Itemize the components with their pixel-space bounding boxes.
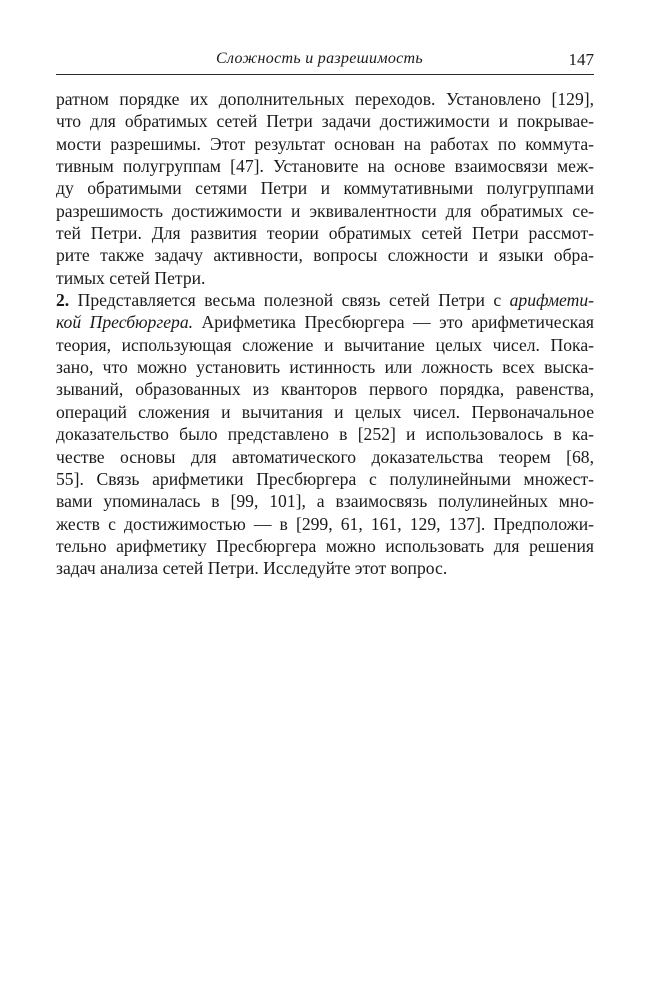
italic-term: кой Пресбюргера. bbox=[56, 312, 194, 333]
page-body bbox=[56, 88, 594, 580]
text-line: тельно арифметику Пресбюргера можно использовать для решения bbox=[56, 535, 594, 556]
item-presburger-arithmetic bbox=[56, 289, 594, 579]
text-line: зываний, образованных из кванторов первого порядка, равенства, bbox=[56, 379, 594, 400]
page-number: 147 bbox=[568, 50, 594, 69]
text-line: вами упоминалась в [99, 101], а взаимосвязь полулинейных мно- bbox=[56, 491, 594, 512]
text-line: жеств с достижимостью — в [299, 61, 161, 129, 137]. Предположи- bbox=[56, 513, 594, 534]
item-text: Арифметика Пресбюргера — это арифметическая bbox=[193, 312, 594, 333]
text-line: 55]. Связь арифметики Пресбюргера с полулинейными множест- bbox=[56, 468, 594, 489]
text-line: задач анализа сетей Петри. Исследуйте этот вопрос. bbox=[56, 558, 448, 579]
text-line: тивным полугруппам [47]. Установите на основе взаимосвязи меж- bbox=[56, 156, 594, 177]
text-line: мости разрешимы. Этот результат основан на работах по коммута- bbox=[56, 133, 594, 154]
text-line: зано, что можно установить истинность или ложность всех выска- bbox=[56, 357, 594, 378]
text-line bbox=[56, 311, 594, 333]
text-line: тимых сетей Петри. bbox=[56, 267, 206, 288]
text-line: разрешимость достижимости и эквивалентности для обратимых се- bbox=[56, 200, 594, 221]
item-number: 2. bbox=[56, 290, 70, 311]
text-line: честве основы для автоматического доказательства теорем [68, bbox=[56, 446, 594, 467]
running-title: Сложность и разрешимость bbox=[216, 50, 423, 67]
text-line: операций сложения и вычитания и целых чисел. Первоначальное bbox=[56, 401, 594, 422]
text-line: доказательство было представлено в [252] и использовалось в ка- bbox=[56, 424, 594, 445]
paragraph-reversible-nets bbox=[56, 88, 594, 289]
italic-term: арифмети- bbox=[509, 290, 594, 311]
text-line: рите также задачу активности, вопросы сложности и языки обра- bbox=[56, 245, 594, 266]
text-line: тей Петри. Для развития теории обратимых сетей Петри рассмот- bbox=[56, 223, 594, 244]
text-line: теория, использующая сложение и вычитание целых чисел. Пока- bbox=[56, 334, 594, 355]
text-line: что для обратимых сетей Петри задачи достижимости и покрывае- bbox=[56, 111, 594, 132]
text-line: ду обратимыми сетями Петри и коммутативными полугруппами bbox=[56, 178, 594, 199]
text-line: ратном порядке их дополнительных переходов. Установлено [129], bbox=[56, 89, 594, 109]
running-head bbox=[56, 50, 594, 75]
text-line bbox=[56, 289, 594, 311]
item-text: Представляется весьма полезной связь сетей Петри с bbox=[69, 290, 510, 311]
